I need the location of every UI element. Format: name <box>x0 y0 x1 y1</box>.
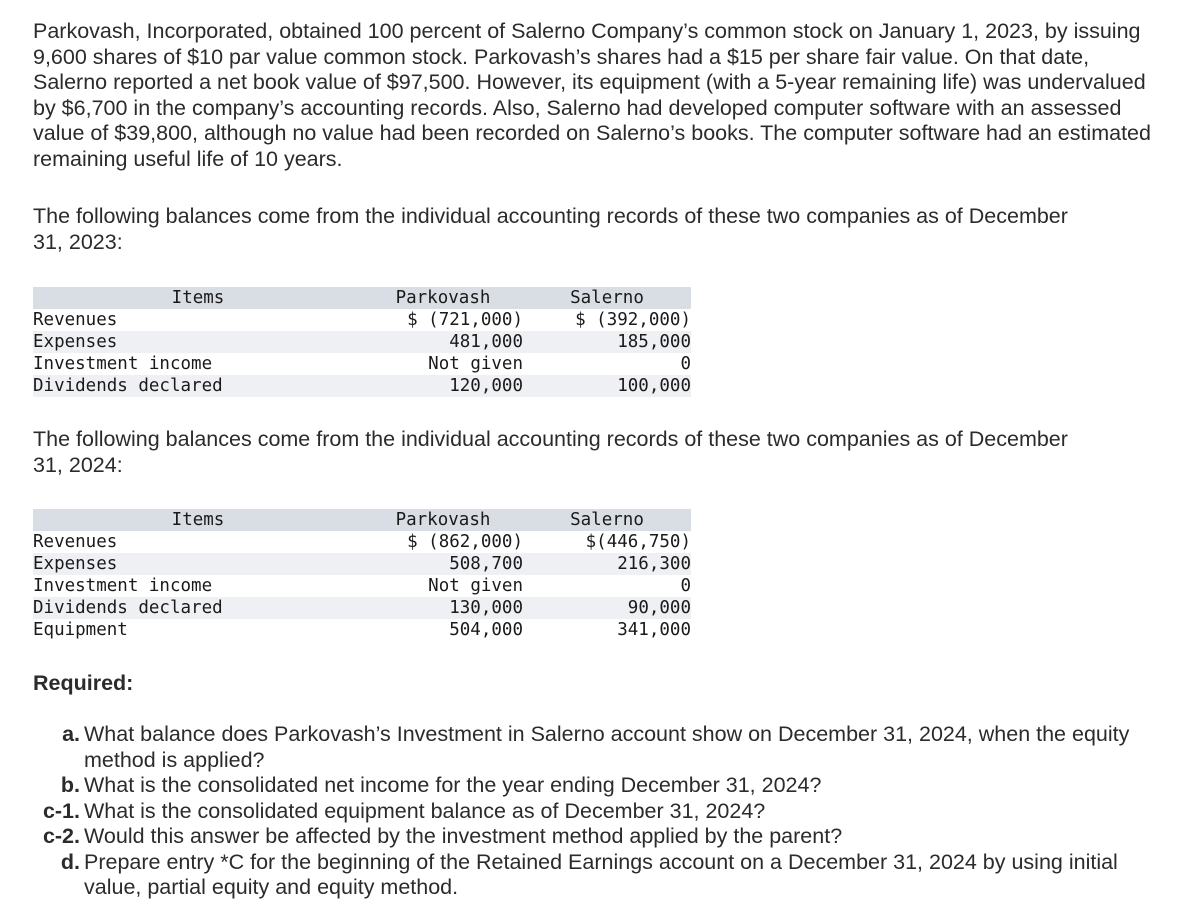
item-cell: Dividends declared <box>33 376 223 396</box>
table-row <box>33 353 691 375</box>
parkovash-cell: 481,000 <box>449 332 523 352</box>
header-items: Items <box>171 510 225 530</box>
question-text: What balance does Parkovash’s Investment in Salerno account show on December 31, 2024, when the equity method is applied? <box>84 722 1130 772</box>
required-label: Required: <box>33 671 134 695</box>
header-salerno: Salerno <box>570 510 644 530</box>
parkovash-cell: 504,000 <box>449 620 523 640</box>
question-label: c-1. <box>42 798 80 823</box>
table-header-row <box>33 509 691 531</box>
table-row <box>33 375 691 397</box>
intro-2024-paragraph: The following balances come from the individual accounting records of these two companies as of December 31, 2024: <box>33 427 1068 477</box>
header-items: Items <box>171 288 225 308</box>
question-item <box>0 722 1192 773</box>
salerno-cell: $(446,750) <box>585 532 691 552</box>
header-parkovash: Parkovash <box>395 288 491 308</box>
question-item <box>0 799 1192 825</box>
table-row <box>33 309 691 331</box>
question-item <box>0 773 1192 799</box>
item-cell: Revenues <box>33 532 118 552</box>
salerno-cell: 0 <box>680 354 691 374</box>
question-item <box>0 850 1192 901</box>
item-cell: Expenses <box>33 554 118 574</box>
salerno-cell: $ (392,000) <box>575 310 691 330</box>
parkovash-cell: 120,000 <box>449 376 523 396</box>
question-text: What is the consolidated equipment balance as of December 31, 2024? <box>84 798 766 823</box>
table-row <box>33 575 691 597</box>
questions-list <box>0 722 1192 901</box>
item-cell: Investment income <box>33 576 213 596</box>
header-salerno: Salerno <box>570 288 644 308</box>
salerno-cell: 90,000 <box>627 598 691 618</box>
question-item <box>0 824 1192 850</box>
item-cell: Dividends declared <box>33 598 223 618</box>
intro-2023-paragraph: The following balances come from the individual accounting records of these two companies as of December 31, 2023: <box>33 204 1068 254</box>
table-row <box>33 619 691 641</box>
table-row <box>33 597 691 619</box>
item-cell: Investment income <box>33 354 213 374</box>
parkovash-cell: Not given <box>428 354 523 374</box>
salerno-cell: 0 <box>680 576 691 596</box>
table-header-row <box>33 287 691 309</box>
salerno-cell: 185,000 <box>617 332 691 352</box>
salerno-cell: 100,000 <box>617 376 691 396</box>
salerno-cell: 216,300 <box>617 554 691 574</box>
item-cell: Expenses <box>33 332 118 352</box>
item-cell: Revenues <box>33 310 118 330</box>
question-text: Would this answer be affected by the investment method applied by the parent? <box>84 824 843 848</box>
parkovash-cell: $ (721,000) <box>407 310 523 330</box>
question-label: d. <box>60 849 80 874</box>
parkovash-cell: 508,700 <box>449 554 523 574</box>
intro-paragraph: Parkovash, Incorporated, obtained 100 percent of Salerno Company’s common stock on January 1, 2023, by issuing 9,600 shares of $10 par value common stock. Parkovash’s shares had a $15 per share fair value. On that date, Salerno reported a net book value of $97,500. However, its equipment (with a 5-year remaining life) was undervalued by $6,700 in the company’s accounting records. Also, Salerno had developed computer software with an assessed value of $39,800, although no value had been recorded on Salerno’s books. The computer software had an estimated remaining useful life of 10 years. <box>33 19 1151 171</box>
table-row <box>33 331 691 353</box>
balances-table-2023 <box>33 287 691 397</box>
item-cell: Equipment <box>33 620 128 640</box>
table-row <box>33 531 691 553</box>
question-label: a. <box>62 722 80 746</box>
balances-table-2024 <box>33 509 691 641</box>
question-text: Prepare entry *C for the beginning of the Retained Earnings account on a December 31, 2024 by using initial value, partial equity and equity method. <box>84 849 1118 899</box>
table-row <box>33 553 691 575</box>
question-label: b. <box>60 773 80 797</box>
question-label: c-2. <box>42 824 80 848</box>
question-text: What is the consolidated net income for the year ending December 31, 2024? <box>84 773 822 797</box>
parkovash-cell: Not given <box>428 576 523 596</box>
parkovash-cell: 130,000 <box>449 598 523 618</box>
parkovash-cell: $ (862,000) <box>407 532 523 552</box>
salerno-cell: 341,000 <box>617 620 691 640</box>
header-parkovash: Parkovash <box>395 510 491 530</box>
